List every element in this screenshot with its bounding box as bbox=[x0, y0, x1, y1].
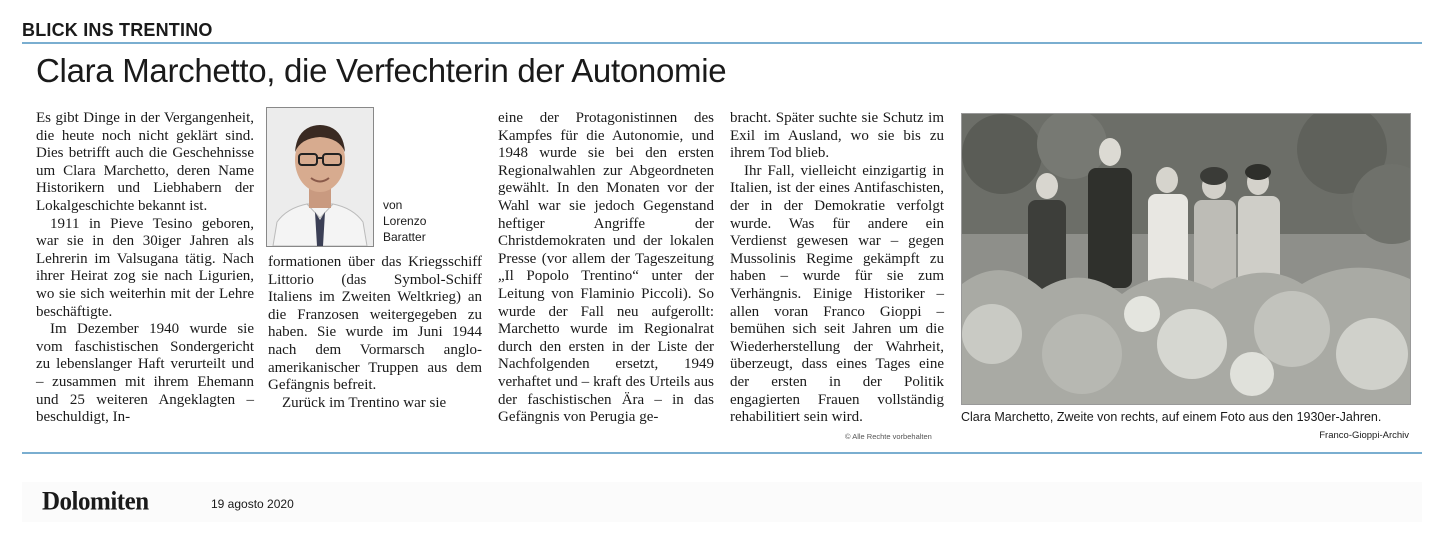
paragraph: Zurück im Trentino war sie bbox=[282, 394, 447, 411]
rights-notice: © Alle Rechte vorbehalten bbox=[845, 432, 932, 441]
paragraph: 1911 in Pieve Tesino geboren, war sie in den 30iger Jahren als Lehrerin im Valsugana tätig. Nach ihrer Heirat zog sie nach Ligurien, wo sie sich weiterhin mit der Lehre beschäftigte. bbox=[36, 215, 254, 320]
publication-date: 19 agosto 2020 bbox=[211, 497, 294, 511]
paragraph: Ihr Fall, vielleicht einzigartig in Italien, ist der eines Antifaschisten, der in der Demokratie verfolgt wurde. Was für andere ein Verdienst gewesen war – gegen Mussolinis Regime gekämpft zu haben – wurde für sie zum Verhängnis. Einige Historiker – allen voran Franco Gioppi – bemühen sich seit Jahren um die Wiederherstellung der Wahrheit, überzeugt, dass eines Tages eine der ersten in der Politik engagierten Frauen vollständig rehabilitiert sein wird. bbox=[730, 162, 944, 426]
byline bbox=[383, 197, 426, 245]
historic-photo bbox=[961, 113, 1411, 405]
newspaper-logo: Dolomiten bbox=[42, 487, 149, 516]
author-portrait bbox=[266, 107, 374, 247]
bottom-rule bbox=[22, 452, 1422, 454]
historic-photo-image bbox=[962, 114, 1410, 404]
section-title: BLICK INS TRENTINO bbox=[22, 20, 213, 40]
author-portrait-image bbox=[267, 108, 373, 246]
article-column-4 bbox=[730, 110, 944, 427]
byline-first-name: Lorenzo bbox=[383, 214, 427, 228]
paragraph: Im Dezember 1940 wurde sie vom faschistischen Sondergericht zu lebenslanger Haft verurteilt und – zusammen mit ihrem Ehemann und 25 weiteren Angeklagten – beschuldigt, In- bbox=[36, 321, 254, 426]
photo-caption: Clara Marchetto, Zweite von rechts, auf einem Foto aus den 1930er-Jahren. bbox=[961, 410, 1382, 424]
article-column-3 bbox=[498, 110, 714, 427]
paragraph: Es gibt Dinge in der Vergangenheit, die heute noch nicht geklärt sind. Dies betrifft auch die Geschehnisse um Clara Marchetto, deren Name Historikern und Liebhabern der Lokalgeschichte bekannt ist. bbox=[36, 110, 254, 214]
paragraph: eine der Protagonistinnen des Kampfes für die Autonomie, und 1948 wurde sie bei den ersten Regionalwahlen zur Abgeordneten gewählt. In den Monaten vor der Wahl war sie jedoch Gegenstand heftiger Angriffe der Christdemokraten und der lokalen Presse (vor allem der Tageszeitung „Il Popolo Trentino“ unter der Leitung von Flaminio Piccoli). So wurde der Fall neu aufgerollt: Marchetto wurde im Regionalrat durch den ersten in der Liste der Nachfolgenden ersetzt, 1949 verhaftet und – kraft des Urteils aus der faschistischen Ära – in das Gefängnis von Perugia ge- bbox=[498, 110, 714, 426]
byline-prefix: von bbox=[383, 198, 403, 212]
photo-credit: Franco-Gioppi-Archiv bbox=[1319, 430, 1409, 441]
article-column-2 bbox=[268, 254, 482, 412]
article-column-1 bbox=[36, 110, 254, 427]
byline-last-name: Baratter bbox=[383, 230, 426, 244]
paragraph: bracht. Später suchte sie Schutz im Exil im Ausland, wo sie bis zu ihrem Tod blieb. bbox=[730, 110, 944, 162]
headline: Clara Marchetto, die Verfechterin der Autonomie bbox=[36, 52, 727, 89]
paragraph: formationen über das Kriegsschiff Littorio (das Symbol-Schiff Italiens im Zweiten Weltkrieg) an die Franzosen weitergegeben zu haben. Sie wurde im Juni 1944 nach dem Vormarsch anglo-amerikanischer Truppen aus dem Gefängnis befreit. bbox=[268, 254, 482, 394]
top-rule bbox=[22, 42, 1422, 44]
